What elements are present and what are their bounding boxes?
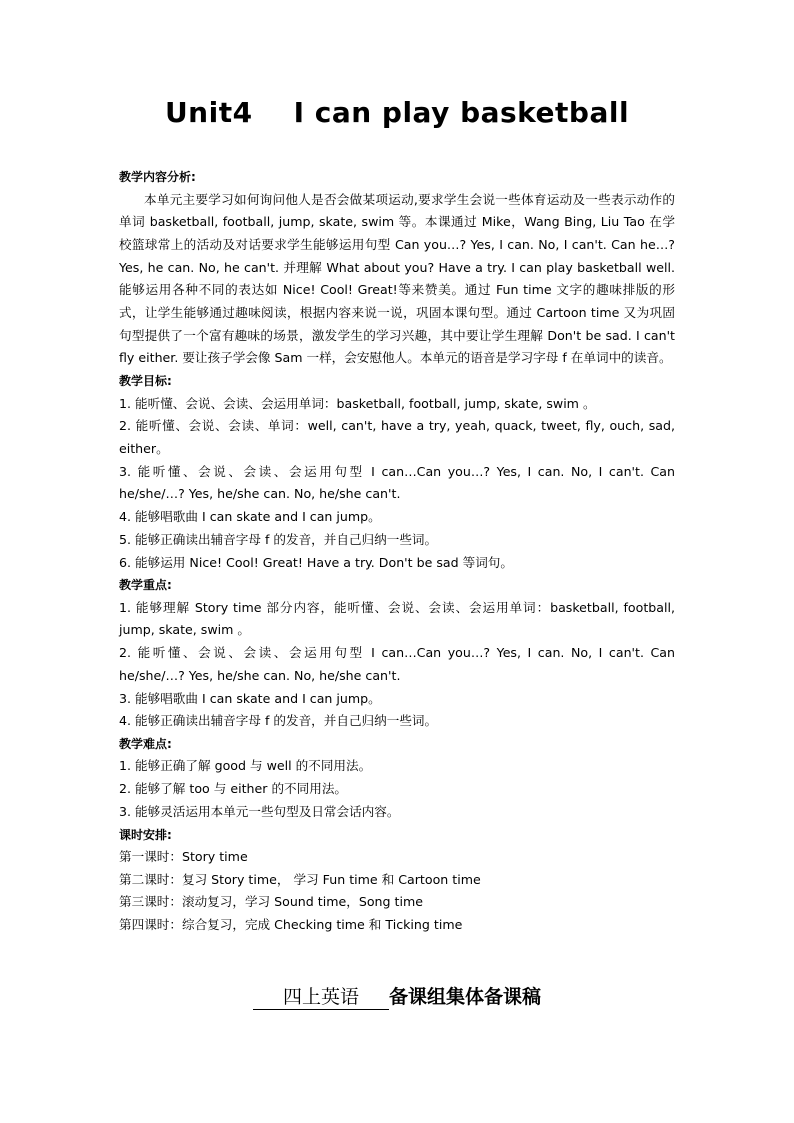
section-key-points: [119, 574, 675, 733]
section-difficulties: [119, 733, 675, 824]
document-title: Unit4 I can play basketball: [164, 96, 630, 129]
footer-rest-text: 备课组集体备课稿: [389, 986, 542, 1008]
analysis-paragraph: 本单元主要学习如何询问他人是否会做某项运动,要求学生会说一些体育运动及一些表示动作的单词 basketball, football, jump, skate, swim 等。本课通过 Mike，Wang Bing, Liu Tao 在学校篮球常上的活动及对话要求学生能够运用句型 Can you…? Yes, I can. No, I can't. Can he…? Yes, he can. No, he can't. 并理解 What about you? Have a try. I can play basketball well. 能够运用各种不同的表达如 Nice! Cool! Great!等来赞美。通过 Fun time 文字的趣味排版的形式，让学生能够通过趣味阅读，根据内容来说一说，巩固本课句型。通过 Cartoon time 又为巩固句型提供了一个富有趣味的场景，激发学生的学习兴趣，其中要让学生理解 Don't be sad. I can't fly either. 要让孩子学会像 Sam 一样，会安慰他人。本单元的语音是学习字母 f 在单词中的读音。: [119, 191, 675, 366]
goal-item: 4. 能够唱歌曲 I can skate and I can jump。: [119, 509, 381, 525]
schedule-item: 第三课时：滚动复习，学习 Sound time，Song time: [119, 894, 423, 910]
footer-underlined-label: 四上英语: [282, 986, 359, 1008]
key-point-item: 4. 能够正确读出辅音字母 f 的发音，并自己归纳一些词。: [119, 713, 438, 729]
section-heading-schedule: 课时安排:: [119, 827, 172, 842]
section-heading-analysis: 教学内容分析:: [119, 170, 196, 184]
footer-underlined-text: [253, 982, 389, 1010]
document-body: [119, 166, 675, 937]
difficulty-item: 1. 能够正确了解 good 与 well 的不同用法。: [119, 758, 372, 774]
section-heading-goals: 教学目标:: [119, 374, 172, 389]
section-heading-key-points: 教学重点:: [119, 578, 172, 593]
goal-item: 5. 能够正确读出辅音字母 f 的发音，并自己归纳一些词。: [119, 531, 438, 547]
key-point-item: 2. 能听懂、会说、会读、会运用句型 I can…Can you…? Yes, I can. No, I can't. Can he/she/…? Yes, he/she can. No, he/she can't.: [119, 645, 675, 683]
section-goals: [119, 370, 675, 574]
difficulty-item: 3. 能够灵活运用本单元一些句型及日常会话内容。: [119, 803, 400, 819]
schedule-item: 第一课时：Story time: [119, 849, 248, 865]
schedule-item: 第二课时：复习 Story time， 学习 Fun time 和 Cartoon time: [119, 871, 481, 887]
footer-caption: [0, 982, 794, 1010]
key-point-item: 1. 能够理解 Story time 部分内容，能听懂、会说、会读、会运用单词：basketball, football, jump, skate, swim 。: [119, 599, 675, 638]
difficulty-item: 2. 能够了解 too 与 either 的不同用法。: [119, 781, 348, 797]
schedule-item: 第四课时：综合复习，完成 Checking time 和 Ticking time: [119, 917, 463, 933]
section-analysis: [119, 166, 675, 370]
section-heading-difficulties: 教学难点:: [119, 736, 172, 751]
section-schedule: [119, 824, 675, 937]
goal-item: 2. 能听懂、会说、会读、单词：well, can't, have a try, yeah, quack, tweet, fly, ouch, sad, either。: [119, 418, 675, 457]
key-point-item: 3. 能够唱歌曲 I can skate and I can jump。: [119, 690, 381, 706]
goal-item: 6. 能够运用 Nice! Cool! Great! Have a try. Don't be sad 等词句。: [119, 554, 513, 570]
goal-item: 1. 能听懂、会说、会读、会运用单词：basketball, football, jump, skate, swim 。: [119, 395, 596, 411]
goal-item: 3. 能听懂、会说、会读、会运用句型 I can…Can you…? Yes, I can. No, I can't. Can he/she/…? Yes, he/she can. No, he/she can't.: [119, 463, 675, 502]
